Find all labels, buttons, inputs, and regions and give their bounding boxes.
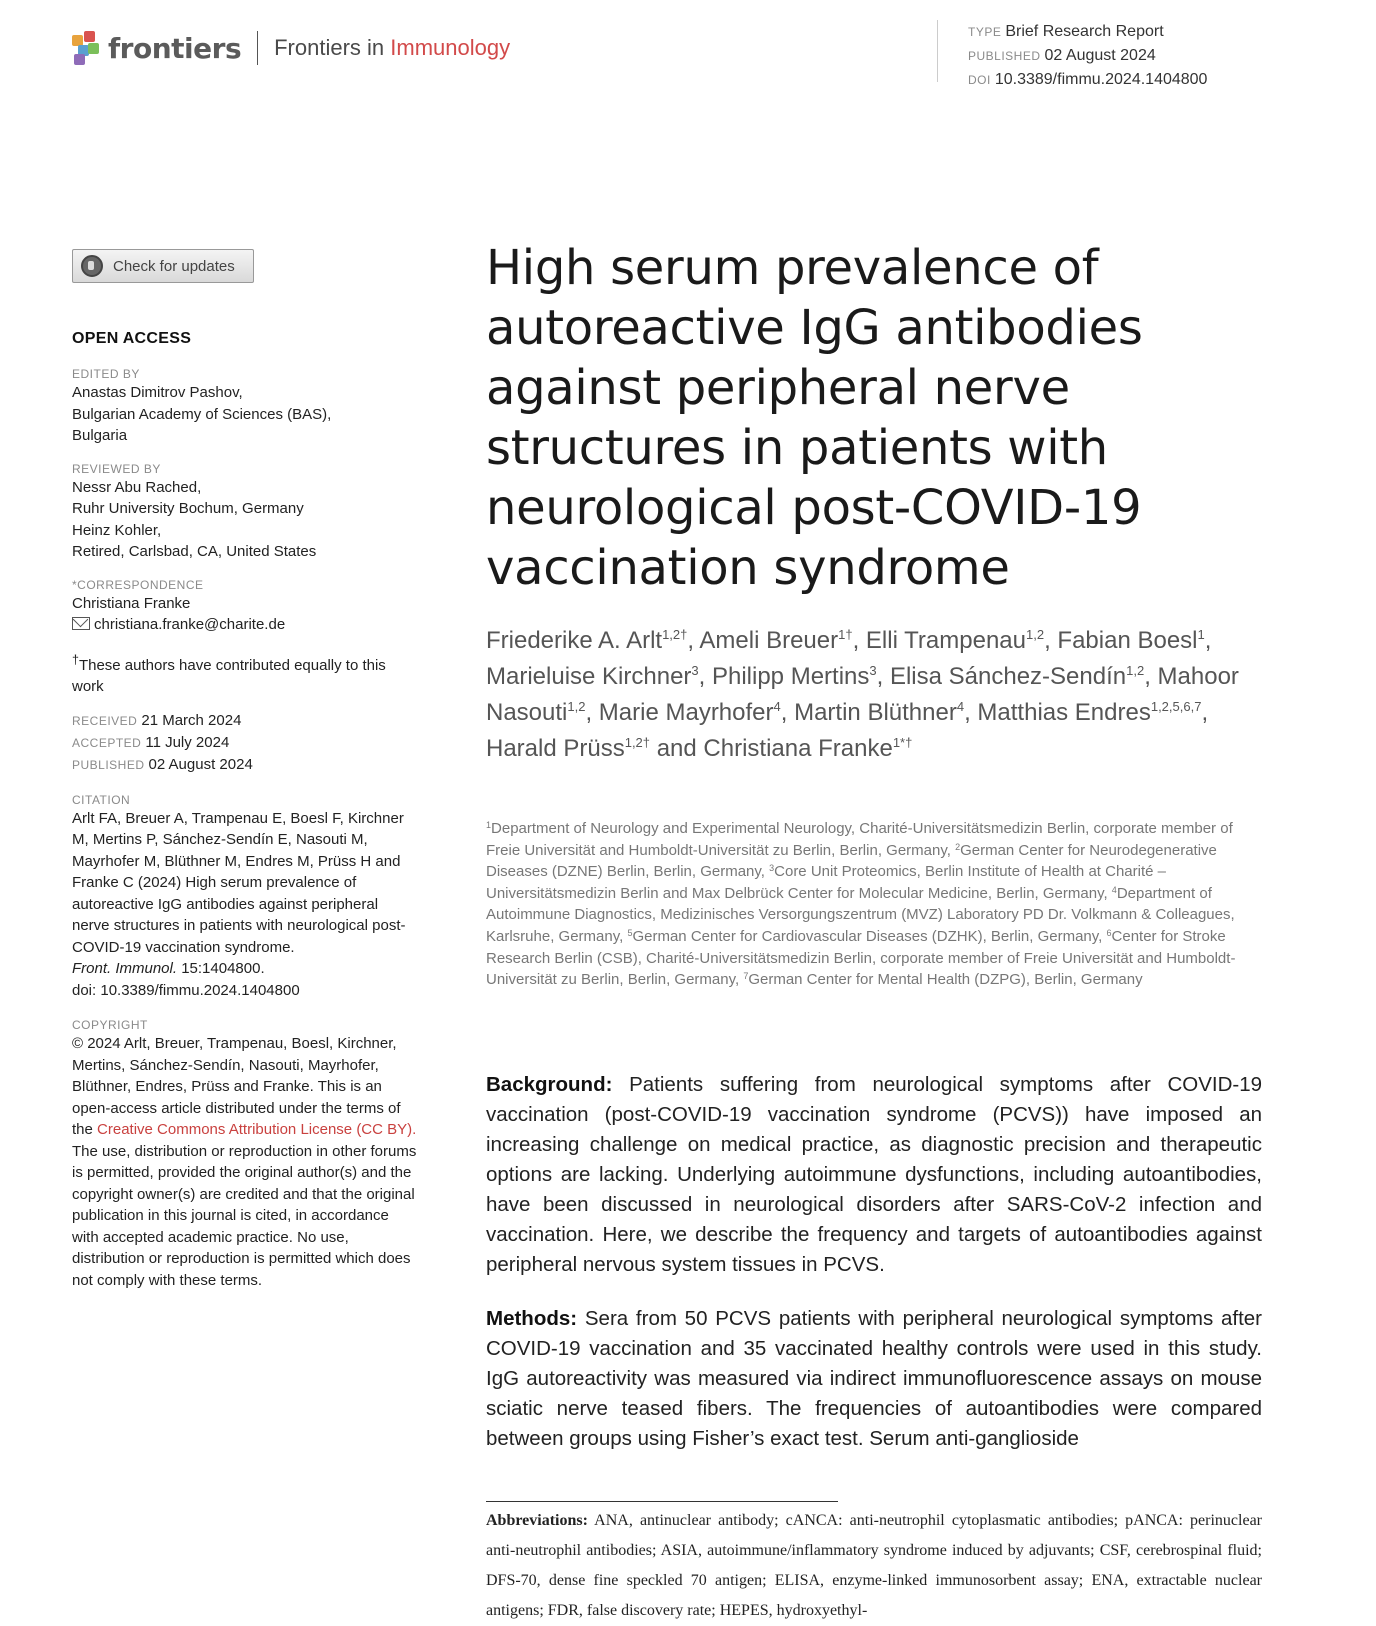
correspondence-email-row — [72, 614, 417, 636]
affiliation-text: Department of Neurology and Experimental Neurology, Charité-Universitätsmedizin Berlin, corporate member of Freie Universität and Humboldt-Universität zu Berlin, Berlin, Germany, — [486, 820, 1233, 859]
affiliation-number: 3 — [769, 863, 775, 874]
published-date — [72, 754, 417, 776]
correspondence-key: *CORRESPONDENCE — [72, 577, 204, 592]
background-text: Patients suffering from neurological symptoms after COVID-19 vaccination (post-COVID-19 vaccination syndrome (PCVS)) have imposed an increasing challenge on medical practice, as diagnostic precision and therapeutic options are lacking. Underlying autoimmune dysfunctions, including autoantibodies, have been discussed in neurological disorders after SARS-CoV-2 infection and vaccination. Here, we describe the frequency and targets of autoantibodies against peripheral nervous system tissues in PCVS. — [486, 1073, 1262, 1276]
reviewed-by-key: REVIEWED BY — [72, 461, 161, 476]
author-name[interactable]: Marieluise Kirchner — [486, 663, 692, 690]
author-separator: , — [852, 627, 866, 654]
author-affiliation-mark: 3 — [869, 663, 877, 678]
methods-label: Methods: — [486, 1307, 578, 1330]
update-badge-icon — [81, 255, 103, 277]
article-title: High serum prevalence of autoreactive IgG antibodies against peripheral nerve structures in patients with neurological post-COVID-19 vaccination syndrome — [486, 240, 1143, 596]
envelope-icon — [72, 617, 90, 630]
footnote-rule — [486, 1501, 838, 1502]
author-name[interactable]: Mahoor Nasouti — [486, 663, 1239, 726]
header-divider — [257, 31, 258, 65]
published-key: PUBLISHED — [72, 757, 145, 772]
abbreviations-text: ANA, antinuclear antibody; cANCA: anti-neutrophil cytoplasmatic antibodies; pANCA: perinuclear anti-neutrophil antibodies; ASIA, autoimmune/inflammatory syndrome induced by adjuvants; CSF, cerebrospinal fluid; DFS-70, dense fine speckled 70 antigen; ELISA, enzyme-linked immunosorbent assay; ENA, extractable nuclear antigens; FDR, false discovery rate; HEPES, hydroxyethyl- — [486, 1512, 1262, 1619]
dates-block — [72, 710, 417, 776]
received-value: 21 March 2024 — [141, 711, 242, 729]
author-affiliation-mark: 1 — [1197, 627, 1205, 642]
affiliation-number: 2 — [955, 841, 961, 852]
author-affiliation-mark: 1,2† — [662, 627, 688, 642]
meta-doi-value[interactable]: 10.3389/fimmu.2024.1404800 — [994, 71, 1208, 88]
author-separator: , — [1044, 627, 1058, 654]
author-name[interactable]: Ameli Breuer — [699, 627, 839, 654]
citation-volume: 15:1404800. — [177, 960, 265, 977]
equal-note-text: These authors have contributed equally to this work — [72, 656, 386, 695]
reviewed-by-line: Retired, Carlsbad, CA, United States — [72, 543, 317, 560]
author-affiliation-mark: 4 — [956, 699, 965, 714]
affiliation-text: German Center for Mental Health (DZPG), Berlin, Germany — [748, 971, 1143, 989]
meta-doi — [968, 68, 1207, 92]
author-name[interactable]: Elli Trampenau — [865, 627, 1026, 654]
author-separator: , — [687, 627, 700, 654]
methods-text: Sera from 50 PCVS patients with peripheral neurological symptoms after COVID-19 vaccination and 35 vaccinated healthy controls were used in this study. IgG autoreactivity was measured via indirect immunofluorescence assays on mouse sciatic nerve teased fibers. The frequencies of autoantibodies were compared between groups using Fisher’s exact test. Serum anti-ganglioside — [486, 1307, 1262, 1450]
citation-body: Arlt FA, Breuer A, Trampenau E, Boesl F, Kirchner M, Mertins P, Sánchez-Sendín E, Nasouti M, Mayrhofer M, Blüthner M, Endres M, Prüss H and Franke C (2024) High serum prevalence of autoreactive IgG antibodies against peripheral nerve structures in patients with neurological post-COVID-19 vaccination syndrome. — [72, 809, 406, 956]
copyright-pre: © 2024 Arlt, Breuer, Trampenau, Boesl, Kirchner, Mertins, Sánchez-Sendín, Nasouti, Mayrhofer, Blüthner, Endres, Prüss and Franke. This is an open-access article distributed under the terms of the — [72, 1035, 401, 1138]
author-affiliation-mark: 1,2 — [1026, 627, 1045, 642]
abstract-methods — [486, 1304, 1262, 1454]
background-label: Background: — [486, 1073, 613, 1096]
author-separator: , — [964, 699, 978, 726]
copyright-key: COPYRIGHT — [72, 1018, 148, 1032]
author-name[interactable]: Fabian Boesl — [1057, 627, 1198, 654]
author-name[interactable]: Harald Prüss — [486, 735, 625, 762]
affiliation-text: German Center for Cardiovascular Diseases (DZHK), Berlin, Germany, — [632, 927, 1107, 945]
author-separator — [650, 735, 657, 762]
dagger-mark: † — [72, 652, 79, 667]
copyright-text — [72, 1033, 417, 1291]
author-affiliation-mark: 3 — [691, 663, 699, 678]
journal-header — [72, 28, 510, 68]
affiliation-number: 4 — [1111, 884, 1117, 895]
author-affiliation-mark: 1,2† — [624, 735, 651, 750]
author-separator: , — [1144, 663, 1158, 690]
meta-type-key: TYPE — [968, 25, 1002, 39]
journal-prefix: Frontiers in — [274, 35, 391, 60]
meta-type-value: Brief Research Report — [1005, 23, 1164, 40]
edited-by-line: Anastas Dimitrov Pashov, — [72, 384, 243, 401]
affiliation-text: Department of Autoimmune Diagnostics, Medizinisches Versorgungszentrum (MVZ) Laboratory PD Dr. Volkmann & Colleagues, Karlsruhe, Germany, — [486, 884, 1235, 945]
edited-by-line: Bulgaria — [72, 427, 128, 444]
accepted-key: ACCEPTED — [72, 735, 142, 750]
author-affiliation-mark: 4 — [773, 699, 781, 714]
edited-by-key: EDITED BY — [72, 367, 140, 381]
meta-published-value: 02 August 2024 — [1044, 47, 1156, 64]
citation-doi[interactable]: doi: 10.3389/fimmu.2024.1404800 — [72, 981, 300, 999]
accepted-value: 11 July 2024 — [145, 733, 230, 751]
author-separator: , — [1204, 627, 1212, 654]
affiliation-text: German Center for Neurodegenerative Diseases (DZNE) Berlin, Berlin, Germany, — [486, 841, 1217, 881]
abstract — [486, 1070, 1262, 1478]
correspondence-name: Christiana Franke — [72, 594, 191, 612]
journal-title[interactable] — [274, 35, 510, 61]
meta-doi-key: DOI — [968, 73, 991, 87]
meta-published-key: PUBLISHED — [968, 49, 1041, 63]
edited-by-line: Bulgarian Academy of Sciences (BAS), — [72, 405, 332, 423]
citation-text — [72, 808, 417, 1002]
author-separator: , — [780, 699, 795, 726]
affiliations — [486, 818, 1266, 991]
citation-journal: Front. Immunol. — [72, 960, 178, 977]
cc-by-license-link[interactable]: Creative Commons Attribution License (CC BY). — [97, 1121, 417, 1138]
author-affiliation-mark: 1† — [838, 627, 853, 642]
brand-name[interactable]: frontiers — [108, 31, 242, 65]
citation-key: CITATION — [72, 792, 131, 807]
author-affiliation-mark: 1,2 — [567, 699, 586, 714]
author-name[interactable]: Marie Mayrhofer — [598, 699, 774, 726]
affiliation-number: 5 — [627, 927, 633, 938]
affiliation-number: 1 — [486, 820, 492, 830]
journal-name: Immunology — [390, 35, 511, 60]
frontiers-logo-icon — [72, 31, 100, 65]
author-separator: , — [585, 699, 599, 726]
reviewed-by-line: Ruhr University Bochum, Germany — [72, 500, 304, 517]
abstract-background — [486, 1070, 1262, 1280]
reviewed-by-line: Nessr Abu Rached, — [72, 478, 202, 496]
meta-published — [968, 44, 1207, 68]
meta-type — [968, 20, 1207, 44]
author-separator: , — [698, 663, 712, 690]
received-key: RECEIVED — [72, 713, 138, 728]
correspondence-email-link[interactable]: christiana.franke@charite.de — [94, 616, 286, 633]
open-access-label: OPEN ACCESS — [72, 330, 192, 347]
affiliation-text: Center for Stroke Research Berlin (CSB), Charité-Universitätsmedizin Berlin, corporate member of Freie Universität and Humboldt-Universität zu Berlin, Berlin, Germany, — [486, 927, 1236, 989]
author-list — [486, 623, 1266, 767]
author-name[interactable]: Martin Blüthner — [794, 699, 957, 726]
author-name[interactable]: Matthias Endres — [977, 699, 1151, 726]
sidebar — [72, 330, 417, 1291]
equal-contribution-note — [72, 650, 417, 698]
received-date — [72, 710, 417, 732]
author-affiliation-mark: 1,2,5,6,7 — [1150, 699, 1202, 714]
check-for-updates-label: Check for updates — [113, 257, 235, 275]
author-name[interactable]: Friederike A. Arlt — [486, 627, 663, 654]
author-affiliation-mark: 1*† — [892, 735, 913, 750]
affiliation-number: 7 — [743, 971, 749, 982]
author-name[interactable]: and Christiana Franke — [656, 735, 893, 762]
accepted-date — [72, 732, 417, 754]
abbreviations-footnote — [486, 1506, 1262, 1626]
author-separator: , — [876, 663, 890, 690]
check-for-updates-button[interactable] — [72, 249, 254, 283]
author-separator: , — [1201, 699, 1209, 726]
author-name[interactable]: Philipp Mertins — [711, 663, 870, 690]
abbreviations-label: Abbreviations: — [486, 1512, 588, 1529]
reviewed-by-line: Heinz Kohler, — [72, 521, 162, 539]
author-name[interactable]: Elisa Sánchez-Sendín — [889, 663, 1127, 690]
affiliation-number: 6 — [1106, 927, 1112, 938]
published-value: 02 August 2024 — [148, 755, 253, 773]
article-meta — [937, 20, 1208, 88]
affiliation-text: Core Unit Proteomics, Berlin Institute of Health at Charité – Universitätsmedizin Berlin and Max Delbrück Center for Molecular Medicine, Berlin, Germany, — [486, 863, 1166, 902]
author-affiliation-mark: 1,2 — [1126, 663, 1145, 678]
copyright-post: The use, distribution or reproduction in other forums is permitted, provided the original author(s) and the copyright owner(s) are credited and that the original publication in this journal is cited, in accordance with accepted academic practice. No use, distribution or reproduction is permitted which does not comply with these terms. — [72, 1142, 417, 1289]
